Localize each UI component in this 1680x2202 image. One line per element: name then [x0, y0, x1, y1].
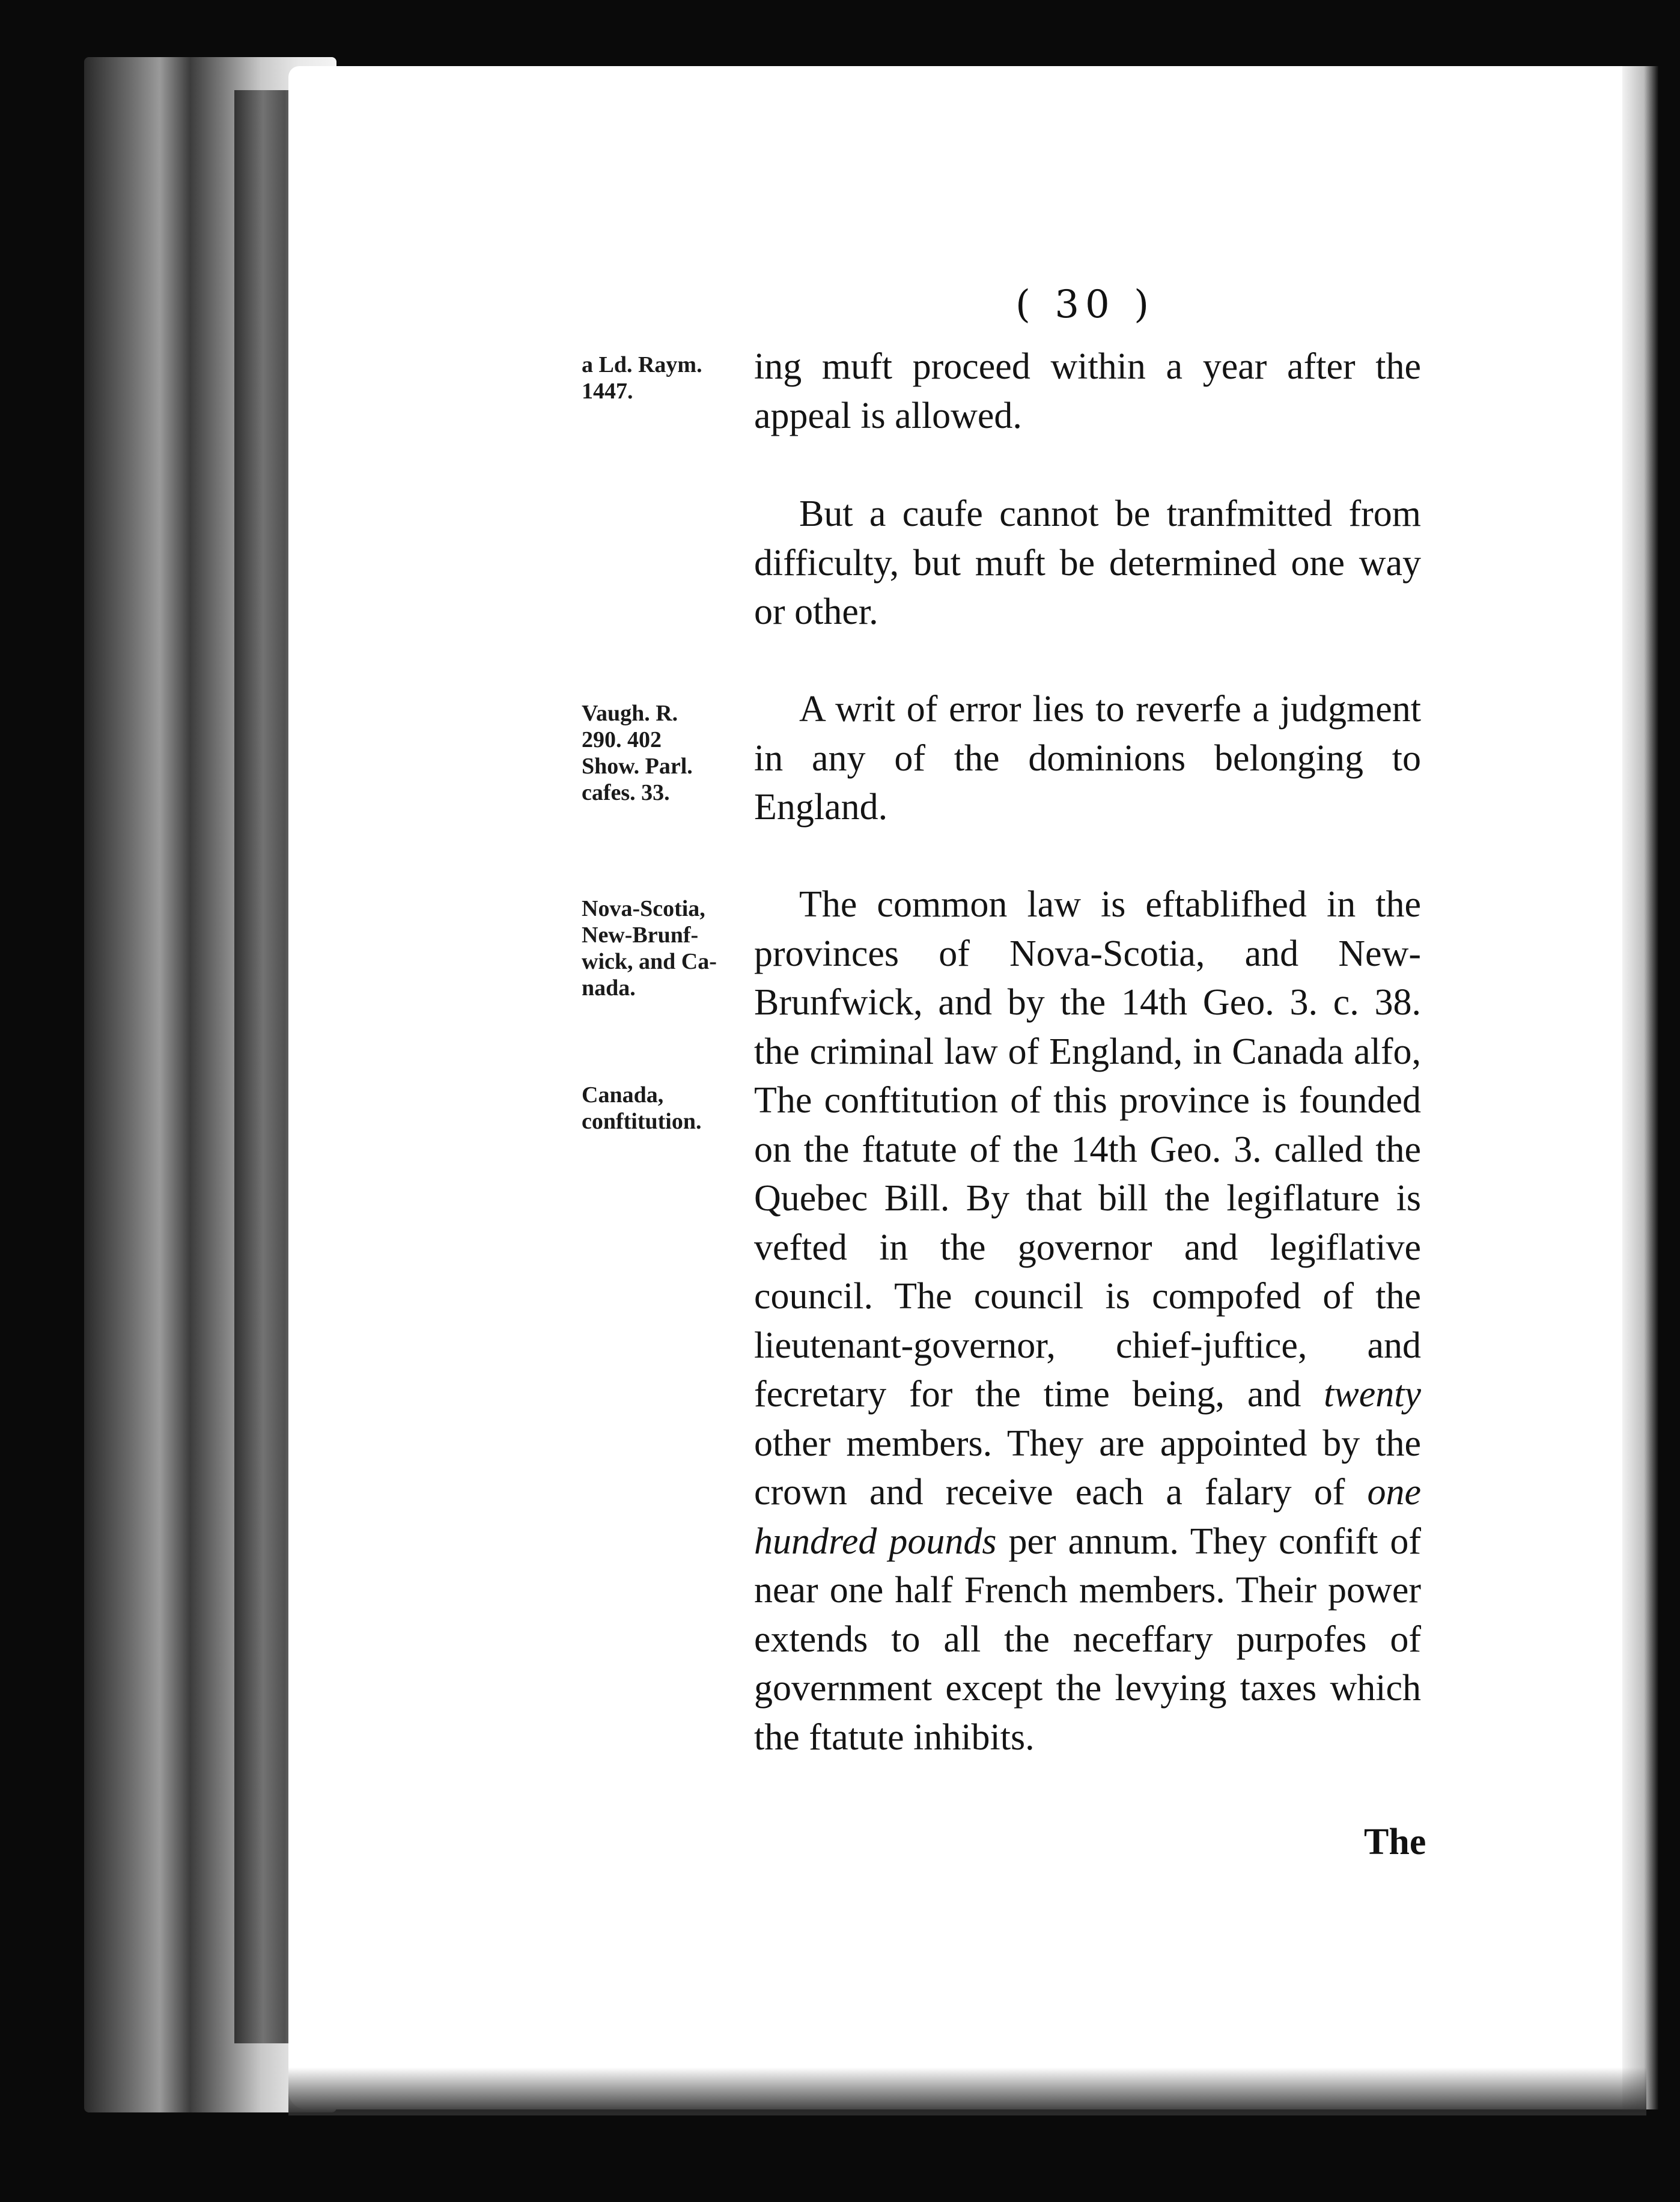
margin-note-line: 290. 402: [582, 727, 662, 752]
margin-note-line: nada.: [582, 975, 636, 1001]
paragraph-1: [754, 343, 1421, 441]
text-run: per annum. They confift of near one half French members. Their power extends to all the neceffary purpofes of government except the levying taxes which the ftatute inhibits.: [754, 1520, 1422, 1758]
paragraph-3: [754, 685, 1421, 832]
margin-note-line: a Ld. Raym.: [582, 352, 702, 377]
margin-note-line: Show. Parl.: [582, 754, 693, 779]
margin-note-line: Vaugh. R.: [582, 701, 678, 726]
margin-note-vaughan: [582, 700, 738, 806]
margin-note-raymond: [582, 352, 738, 404]
margin-note-line: New-Brunf-: [582, 923, 699, 948]
text-run: The common law is eftablifhed in the provinces of Nova-Scotia, and New-Brunfwick, and by the 14th Geo. 3. c. 38. the criminal law of England, in Canada alfo, The conftitution of this province is founded on the ftatute of the 14th Geo. 3. called the Quebec Bill. By that bill the legiflature is vefted in the governor and legiflative council. The council is compofed of the lieutenant-governor, chief-juftice, and fecretary for the time being, and: [754, 884, 1421, 1415]
paragraph-text: ing muft proceed within a year after the appeal is allowed.: [754, 346, 1421, 436]
margin-note-nova-scotia: [582, 895, 738, 1001]
italic-run: one hundred pounds: [754, 1472, 1422, 1562]
margin-note-line: Canada,: [582, 1082, 664, 1108]
margin-note-line: cafes. 33.: [582, 780, 670, 805]
margin-note-line: Nova-Scotia,: [582, 896, 705, 921]
italic-run: twenty: [1324, 1374, 1422, 1415]
paragraph-text: [754, 880, 1421, 1762]
text-run: other members. They are appointed by the crown and receive each a falary of: [754, 1423, 1421, 1513]
paragraph-4: [754, 880, 1421, 1762]
margin-note-line: conftitution.: [582, 1109, 702, 1134]
margin-note-line: wick, and Ca-: [582, 949, 717, 974]
page-bottom-shadow: [288, 2067, 1646, 2115]
paragraph-text: But a caufe cannot be tranfmitted from difficulty, but muft be determined one way or other.: [754, 493, 1421, 632]
catchword: The: [1364, 1822, 1426, 1862]
page-number: ( 30 ): [1015, 282, 1155, 327]
margin-note-canada: [582, 1082, 738, 1135]
margin-note-line: 1447.: [582, 379, 633, 404]
next-page-edge: [1622, 66, 1658, 2109]
paragraph-text: A writ of error lies to reverfe a judgment in any of the dominions belonging to England.: [754, 689, 1421, 828]
paragraph-2: [754, 490, 1421, 637]
